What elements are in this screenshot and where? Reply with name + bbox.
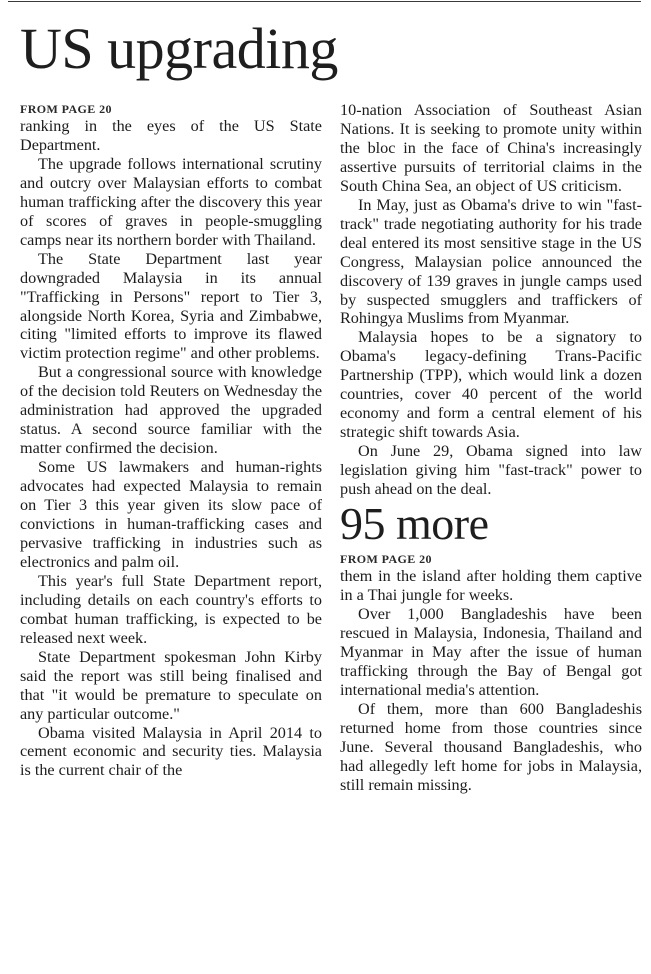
left-column [20, 101, 322, 794]
article-columns [20, 101, 642, 794]
jump-line-article1: FROM PAGE 20 [20, 102, 112, 116]
article2-paragraph: them in the island after holding them captive in a Thai jungle for weeks. [340, 567, 642, 604]
article1-paragraph: Obama visited Malaysia in April 2014 to cement economic and security ties. Malaysia is the current chair of the [20, 723, 322, 780]
right-column [340, 101, 642, 794]
article1-paragraph: This year's full State Department report, including details on each country's efforts to combat human trafficking, is expected to be released next week. [20, 571, 322, 647]
article2-paragraph: Over 1,000 Bangladeshis have been rescued in Malaysia, Indonesia, Thailand and Myanmar in May after the issue of human trafficking through the Bay of Bengal got international media's attention. [340, 604, 642, 699]
article1-paragraph: 10-nation Association of Southeast Asian Nations. It is seeking to promote unity within the bloc in the face of China's increasingly assertive pursuits of territorial claims in the South China Sea, an object of US criticism. [340, 101, 642, 195]
article1-paragraph: The State Department last year downgraded Malaysia in its annual "Trafficking in Persons" report to Tier 3, alongside North Korea, Syria and Zimbabwe, citing "limited efforts to improve its flawed victim protection regime" and other problems. [20, 249, 322, 363]
article1-paragraph: ranking in the eyes of the US State Department. [20, 117, 322, 154]
jump-line-article2: FROM PAGE 20 [340, 552, 432, 567]
headline-95-more: 95 more [340, 498, 489, 550]
article1-paragraph: State Department spokesman John Kirby said the report was still being finalised and that "it would be premature to speculate on any particular outcome." [20, 647, 322, 723]
article1-paragraph: The upgrade follows international scrutiny and outcry over Malaysian efforts to combat human trafficking after the discovery this year of scores of graves in people-smuggling camps near its northern border with Thailand. [20, 154, 322, 249]
article1-paragraph: On June 29, Obama signed into law legislation giving him "fast-track" power to push ahead on the deal. [340, 442, 642, 499]
headline-us-upgrading: US upgrading [20, 16, 338, 81]
article2-paragraph: Of them, more than 600 Bangladeshis returned home from those countries since June. Several thousand Bangladeshis, who had allegedly left home for jobs in Malaysia, still remain missing. [340, 699, 642, 794]
article1-paragraph: In May, just as Obama's drive to win "fast-track" trade negotiating authority for his trade deal entered its most sensitive stage in the US Congress, Malaysian police announced the discovery of 139 graves in jungle camps used by suspected smugglers and traffickers of Rohingya Muslims from Myanmar. [340, 195, 642, 328]
article1-paragraph: But a congressional source with knowledge of the decision told Reuters on Wednesday the administration had approved the upgraded status. A second source familiar with the matter confirmed the decision. [20, 363, 322, 458]
article1-paragraph: Some US lawmakers and human-rights advocates had expected Malaysia to remain on Tier 3 this year given its slow pace of convictions in human-trafficking cases and pervasive trafficking in industries such as electronics and palm oil. [20, 458, 322, 571]
article1-paragraph: Malaysia hopes to be a signatory to Obama's legacy-defining Trans-Pacific Partnership (TPP), which would link a dozen countries, cover 40 percent of the world economy and form a central element of his strategic shift towards Asia. [340, 328, 642, 442]
top-rule [8, 1, 641, 2]
